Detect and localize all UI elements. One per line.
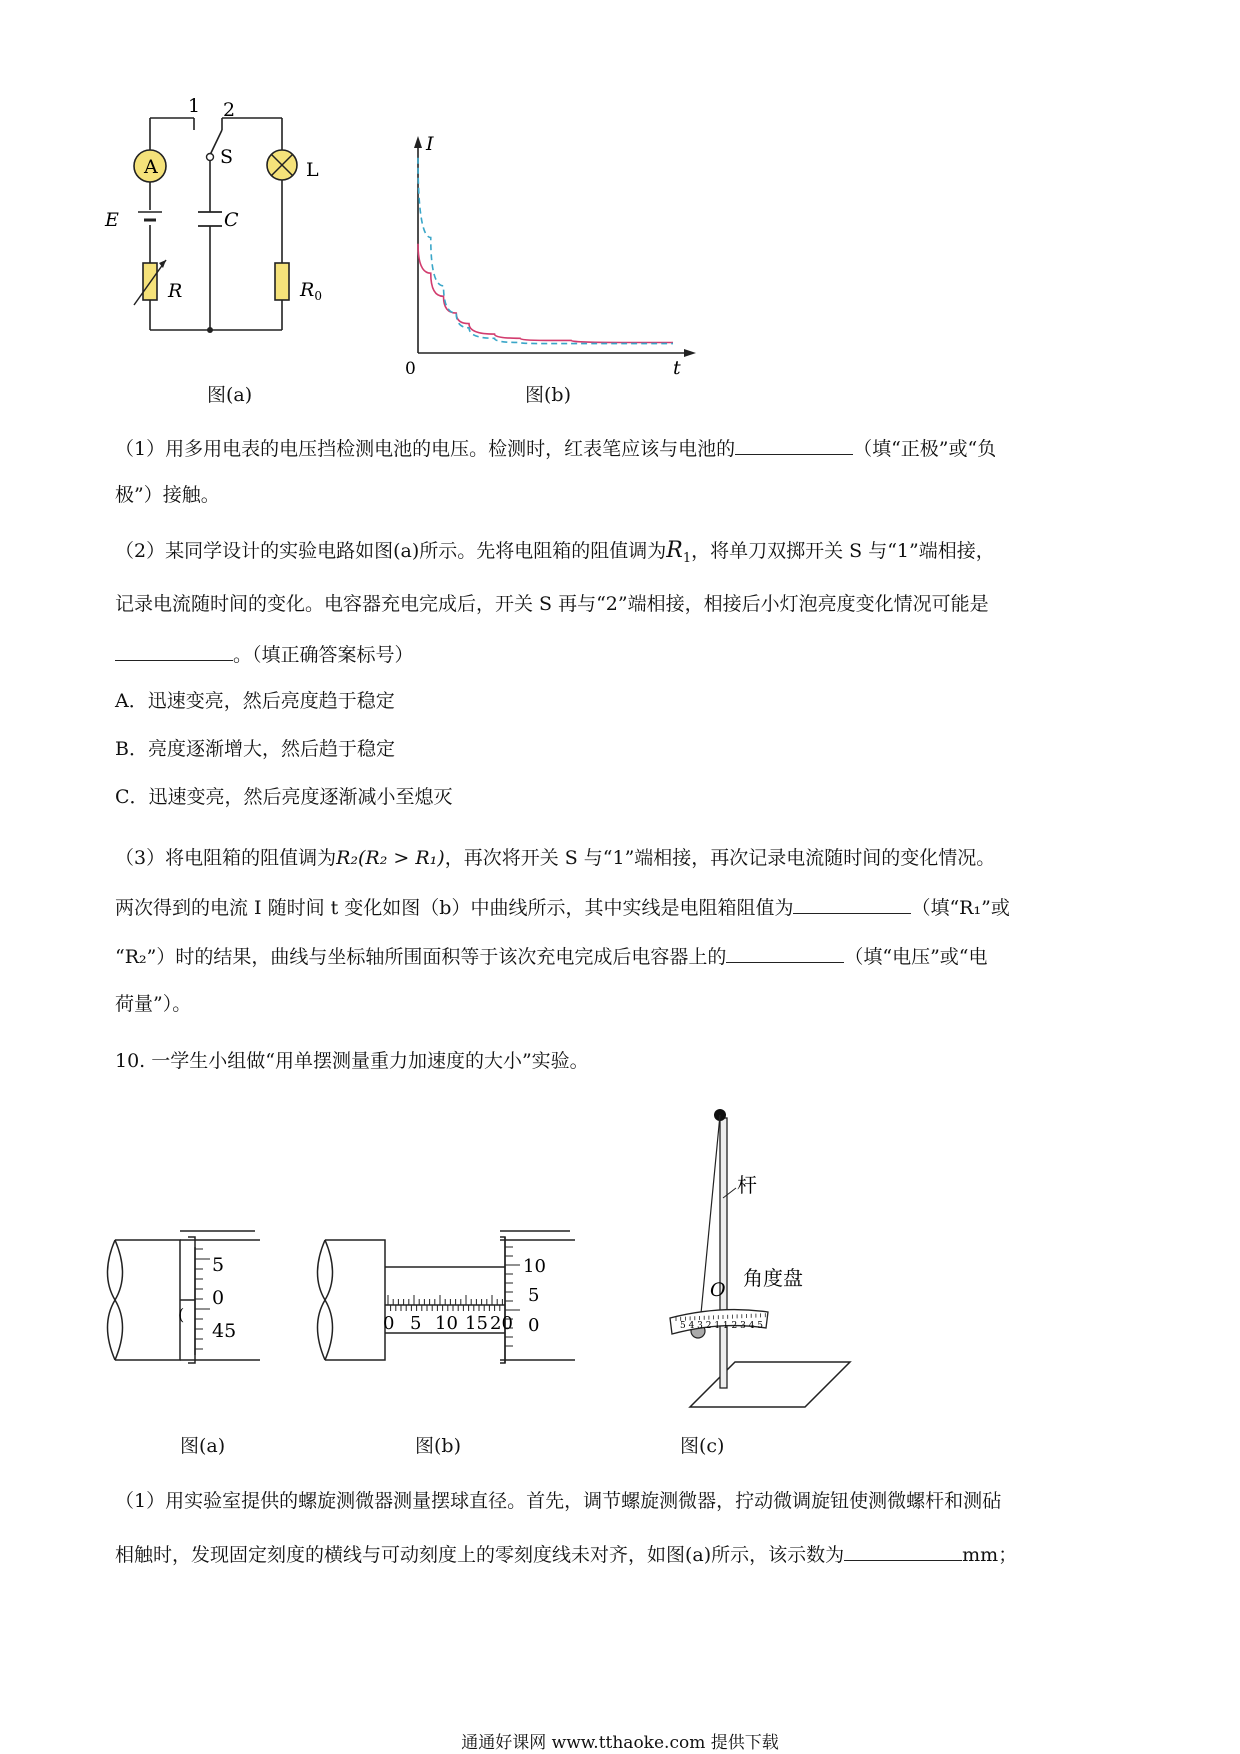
series-solid-curve (418, 244, 673, 343)
fig-c-bottom-caption: 图(c) (680, 1435, 725, 1457)
option-a: A．迅速变亮，然后亮度趋于稳定 (115, 690, 395, 712)
q10-heading: 10. 一学生小组做“用单摆测量重力加速度的大小”实验。 (115, 1050, 589, 1072)
option-b: B．亮度逐渐增大，然后趋于稳定 (115, 738, 395, 760)
dial-scale: 5 4 3 2 1 1 2 3 4 5 (680, 1321, 764, 1331)
switch-pos2-label: 2 (223, 99, 236, 121)
tick-label-5: 5 (212, 1254, 225, 1276)
resistor-label: $R_0$ (300, 279, 322, 303)
q1-text-b: （填“正极”或“负 (853, 438, 997, 460)
micrometer-reading-figure (320, 1225, 580, 1375)
q2-text-b: ，将单刀双掷开关 S 与“1”端相接， (691, 540, 995, 562)
rod-label: 杆 (737, 1173, 757, 1197)
fig-a-bottom-caption: 图(a) (180, 1435, 226, 1457)
fig-a-caption: 图(a) (207, 384, 253, 406)
q3-text-c: 两次得到的电流 I 随时间 t 变化如图（b）中曲线所示，其中实线是电阻箱阻值为 (115, 897, 794, 919)
sleeve-label-15: 15 (465, 1313, 488, 1334)
fig-b-bottom-caption: 图(b) (415, 1435, 461, 1457)
origin-o-label: O (710, 1279, 726, 1301)
q2-subscript: 1 (682, 550, 692, 566)
q1-text-a: （1）用多用电表的电压挡检测电池的电压。检测时，红表笔应该与电池的 (115, 438, 736, 460)
switch-label: S (220, 146, 234, 168)
tick-label-45: 45 (212, 1320, 237, 1342)
sleeve-label-10: 10 (435, 1313, 458, 1334)
p1-line2 (115, 1540, 1017, 1568)
switch-pos1-label: 1 (188, 95, 201, 117)
x-axis-label: t (673, 357, 681, 379)
sleeve-label-5: 5 (410, 1313, 422, 1334)
page-footer: 通通好课网 www.tthaoke.com 提供下载 (461, 1733, 779, 1753)
battery-label: E (105, 209, 119, 231)
p1-text-b: 相触时，发现固定刻度的横线与可动刻度上的零刻度线未对齐，如图(a)所示，该示数为 (115, 1544, 845, 1566)
q1-line1 (115, 434, 996, 462)
q3-text-a: （3）将电阻箱的阻值调为 (115, 847, 337, 869)
y-axis-label: I (426, 133, 434, 155)
q1-line2: 极”）接触。 (115, 484, 220, 506)
q3-line3 (115, 942, 988, 970)
sleeve-label-0: 0 (383, 1313, 395, 1334)
capacitor-label: C (224, 209, 239, 231)
tick-label-0: 0 (212, 1287, 225, 1309)
answer-blank-p1[interactable] (844, 1540, 962, 1561)
fig-b-caption: 图(b) (525, 384, 571, 406)
answer-blank-q1[interactable] (735, 434, 853, 455)
answer-blank-q3b[interactable] (726, 942, 844, 963)
circuit-figure (105, 95, 370, 360)
q3-line1 (115, 845, 995, 871)
q3-math: R₂(R₂ > R₁) (336, 847, 445, 869)
sleeve-label-20: 20 (490, 1313, 513, 1334)
q3-text-d: （填“R₁”或 (911, 897, 1010, 919)
option-c: C．迅速变亮，然后亮度逐渐减小至熄灭 (115, 786, 453, 808)
q3-text-b: ，再次将开关 S 与“1”端相接，再次记录电流随时间的变化情况。 (444, 847, 996, 869)
q2-text-a: （2）某同学设计的实验电路如图(a)所示。先将电阻箱的阻值调为 (115, 540, 667, 562)
q2-line3 (115, 640, 414, 668)
ammeter-label: A (144, 156, 158, 178)
sleeve-c-mark: ( (178, 1305, 185, 1324)
thimble-label-5: 5 (528, 1285, 540, 1306)
q2-line1 (115, 538, 995, 572)
origin-label: 0 (405, 359, 416, 379)
q2-symbol: R (666, 538, 683, 563)
q3-text-e: “R₂”）时的结果，曲线与坐标轴所围面积等于该次充电完成后电容器上的 (115, 946, 727, 968)
p1-line1: （1）用实验室提供的螺旋测微器测量摆球直径。首先，调节螺旋测微器，拧动微调旋钮使测微螺杆和测砧 (115, 1490, 1002, 1512)
answer-blank-q2[interactable] (115, 640, 233, 661)
q3-line2 (115, 893, 1010, 921)
answer-blank-q3a[interactable] (793, 893, 911, 914)
q2-text-d: 。（填正确答案标号） (233, 644, 414, 666)
current-time-graph (400, 128, 700, 378)
p1-text-c: mm； (962, 1544, 1018, 1566)
series-dashed-curve (418, 158, 673, 344)
q3-text-f: （填“电压”或“电 (844, 946, 988, 968)
pendulum-apparatus-figure (640, 1100, 860, 1420)
q2-line2: 记录电流随时间的变化。电容器充电完成后，开关 S 再与“2”端相接，相接后小灯泡亮度变化情况可能是 (115, 593, 989, 615)
lamp-label: L (306, 159, 319, 181)
micrometer-zero-figure (110, 1225, 260, 1375)
rheostat-label: R (168, 280, 183, 302)
thimble-label-0: 0 (528, 1315, 540, 1336)
q3-line4: 荷量”）。 (115, 993, 192, 1015)
dial-label: 角度盘 (743, 1266, 803, 1290)
thimble-label-10: 10 (523, 1256, 546, 1277)
